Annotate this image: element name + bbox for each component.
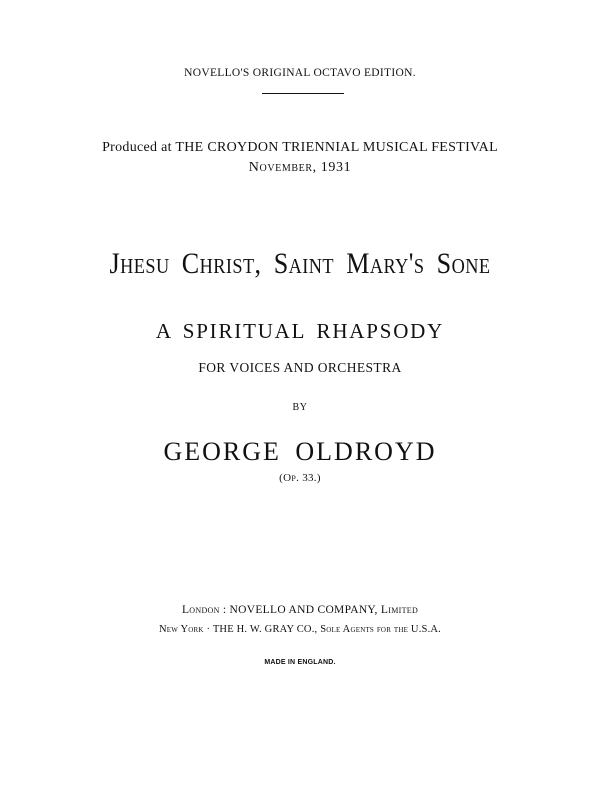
edition-heading: NOVELLO'S ORIGINAL OCTAVO EDITION. — [184, 67, 416, 79]
london-suffix: Limited — [380, 604, 419, 616]
london-city: London : — [181, 604, 227, 616]
work-scoring: FOR VOICES AND ORCHESTRA — [198, 360, 402, 375]
divider-rule — [262, 93, 344, 94]
publisher-newyork — [0, 624, 600, 635]
work-subtitle: A SPIRITUAL RHAPSODY — [155, 319, 445, 343]
london-publisher-name: NOVELLO AND COMPANY, — [229, 604, 378, 616]
work-title: Jhesu Christ, Saint Mary's Sone — [109, 247, 491, 280]
publisher-london — [0, 604, 600, 616]
newyork-city: New York · — [158, 624, 211, 635]
newyork-agents: Sole Agents for the U.S.A. — [320, 624, 441, 635]
made-in-england: MADE IN ENGLAND. — [264, 659, 336, 666]
production-line: Produced at THE CROYDON TRIENNIAL MUSICAL FESTIVAL — [102, 140, 498, 155]
production-date: November, 1931 — [248, 160, 352, 175]
opus-number: (Op. 33.) — [279, 472, 321, 484]
newyork-publisher-name: THE H. W. GRAY CO., — [212, 624, 318, 635]
composer-name: GEORGE OLDROYD — [163, 437, 437, 466]
by-label: BY — [292, 402, 308, 413]
